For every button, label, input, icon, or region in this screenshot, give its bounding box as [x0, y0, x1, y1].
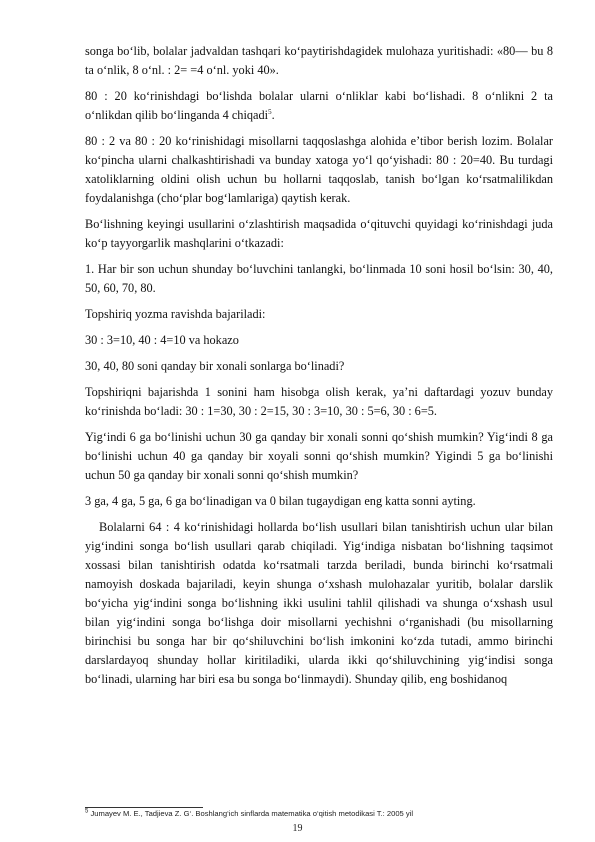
- paragraph-10: Yig‘indi 6 ga bo‘linishi uchun 30 ga qanday bir xonali sonni qo‘shish mumkin? Yig‘indi 8 ga bo‘linishi uchun 40 ga qanday bir xoyali sonni qo‘shish mumkin? Yigindi 5 ga bo‘linishi uchun 50 ga qanday bir xonali sonni qo‘shish mumkin?: [85, 430, 553, 482]
- page-body: [85, 42, 553, 696]
- paragraph-2-end: .: [271, 108, 275, 122]
- paragraph-6: Topshiriq yozma ravishda bajariladi:: [85, 307, 266, 321]
- paragraph-9: Topshiriqni bajarishda 1 sonini ham hisobga olish kerak, ya’ni daftardagi yozuv bunday ko‘rinishda bo‘ladi: 30 : 1=30, 30 : 2=15, 30 : 3=10, 30 : 5=6, 30 : 6=5.: [85, 385, 553, 418]
- paragraph-2-text: 80 : 20 ko‘rinishdagi bo‘lishda bolalar ularni o‘nliklar kabi bo‘lishadi. 8 o‘nlikni 2 ta o‘nlikdan qilib bo‘linganda 4 chiqadi: [85, 89, 553, 122]
- paragraph-12: Bolalarni 64 : 4 ko‘rinishidagi hollarda bo‘lish usullari bilan tanishtirish uchun ular bilan yig‘indini songa bo‘lish usullari qarab chiqiladi. Yig‘indiga nisbatan bo‘lishning taqsimot xossasi bilan tanishtirish odatda ko‘rsatmali tarzda beriladi, bunda birinchi ko‘rsatmali namoyish doskada bajariladi, keyin shunga o‘xshash mulohazalar yuritib, bolalar darslik bo‘yicha yig‘indini songa bo‘lishning ikki usulini tahlil qilishadi va shunga o‘xshash usul bilan yig‘indini songa bo‘lishga doir misollarni yechishni o‘rganishadi (bu misollarning birinchisi bu songa har bir qo‘shiluvchini bo‘lish imkonini ko‘zda tutadi, ammo birinchi darslardayoq shunday hollar kiritiladiki, ularda ikki qo‘shiluvchining yig‘indisi songa bo‘linadi, ularning har biri esa bu songa bo‘linmaydi). Shunday qilib, eng boshidanoq: [85, 520, 553, 686]
- footnote-number: 5: [85, 808, 89, 815]
- footnote-text: Jumayev M. E., Tadjieva Z. G‘. Boshlang‘ich sinflarda matematika o‘qitish metodikasi T.: 2005 yil: [90, 809, 414, 818]
- footnote: [85, 809, 553, 819]
- paragraph-1: songa bo‘lib, bolalar jadvaldan tashqari ko‘paytirishdagidek mulohaza yuritishadi: «80— bu 8 ta o‘nlik, 8 o‘nl. : 2= =4 o‘nl. yoki 40».: [85, 44, 553, 77]
- paragraph-11: 3 ga, 4 ga, 5 ga, 6 ga bo‘linadigan va 0 bilan tugaydigan eng katta sonni ayting.: [85, 494, 476, 508]
- footnote-divider: [85, 807, 203, 808]
- paragraph-7: 30 : 3=10, 40 : 4=10 va hokazo: [85, 333, 239, 347]
- page-number: 19: [292, 823, 303, 834]
- paragraph-2: [85, 87, 553, 125]
- paragraph-8: 30, 40, 80 soni qanday bir xonali sonlarga bo‘linadi?: [85, 359, 345, 373]
- footnote-reference: 5: [268, 107, 272, 116]
- paragraph-3: 80 : 2 va 80 : 20 ko‘rinishidagi misollarni taqqoslashga alohida e’tibor berish lozim. Bolalar ko‘pincha ularni chalkashtirishadi va bunday xatoga yo‘l qo‘yishadi: 80 : 20=40. Bu turdagi xatoliklarning oldini olish uchun bu hollarni taqqoslab, tanish bo‘lgan ko‘rsatmalilikdan foydalanishga (cho‘plar bog‘lamlariga) qaytish kerak.: [85, 134, 553, 205]
- paragraph-4: Bo‘lishning keyingi usullarini o‘zlashtirish maqsadida o‘qituvchi quyidagi ko‘rinishdagi juda ko‘p tayyorgarlik mashqlarini o‘tkazadi:: [85, 217, 553, 250]
- paragraph-5: 1. Har bir son uchun shunday bo‘luvchini tanlangki, bo‘linmada 10 soni hosil bo‘lsin: 30, 40, 50, 60, 70, 80.: [85, 262, 553, 295]
